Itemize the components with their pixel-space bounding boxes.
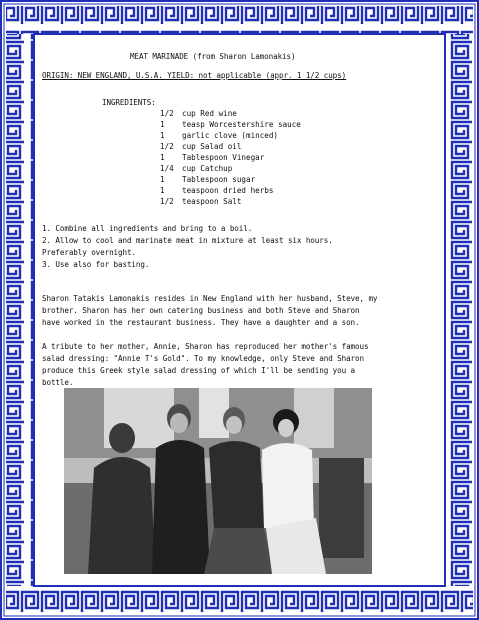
step-line: 3. Use also for basting. [42,260,150,269]
paragraph-line: bottle. [42,378,74,387]
origin-line: ORIGIN: NEW ENGLAND, U.S.A. YIELD: not applicable (appr. 1 1/2 cups) [42,71,347,80]
ingredient-name: cup Catchup [182,164,233,173]
ingredient-item [38,153,441,163]
step-line: Preferably overnight. [42,248,136,257]
paragraph-line: brother. Sharon has her own catering business and both Steve and Sharon [42,306,360,315]
family-photo-image [64,388,372,574]
ingredient-qty: 1/2 [160,142,174,151]
ingredient-item [38,164,441,174]
ingredient-name: teaspoon dried herbs [182,186,274,195]
ingredient-qty: 1 [160,186,165,195]
ingredient-qty: 1 [160,120,165,129]
paragraph-line: A tribute to her mother, Annie, Sharon has reproduced her mother's famous [42,342,369,351]
family-photo [64,388,372,574]
ingredient-item [38,197,441,207]
ingredient-item [38,109,441,119]
recipe-page [38,38,441,582]
ingredient-name: Tablespoon sugar [182,175,256,184]
ingredient-qty: 1 [160,153,165,162]
step-line: 2. Allow to cool and marinate meat in mixture at least six hours. [42,236,333,245]
recipe-title: MEAT MARINADE (from Sharon Lamonakis) [130,52,296,61]
ingredient-qty: 1/2 [160,197,174,206]
ingredient-item [38,131,441,141]
step-line: 1. Combine all ingredients and bring to a boil. [42,224,253,233]
ingredient-qty: 1 [160,175,165,184]
ingredient-name: Tablespoon Vinegar [182,153,265,162]
ingredient-item [38,142,441,152]
ingredient-qty: 1 [160,131,165,140]
ingredient-name: teaspoon Salt [182,197,242,206]
ingredient-name: cup Salad oil [182,142,242,151]
ingredient-qty: 1/2 [160,109,174,118]
paragraph-line: salad dressing: "Annie T's Gold". To my knowledge, only Steve and Sharon [42,354,364,363]
paragraph-line: have worked in the restaurant business. They have a daughter and a son. [42,318,360,327]
ingredient-name: cup Red wine [182,109,237,118]
ingredient-qty: 1/4 [160,164,174,173]
ingredients-heading: INGREDIENTS: [102,98,156,107]
ingredient-item [38,175,441,185]
paragraph-line: Sharon Tatakis Lamonakis resides in New England with her husband, Steve, my [42,294,378,303]
paragraph-line: produce this Greek style salad dressing of which I'll be sending you a [42,366,356,375]
ingredient-item [38,186,441,196]
ingredient-item [38,120,441,130]
ingredient-name: teasp Worcestershire sauce [182,120,301,129]
ingredient-name: garlic clove (minced) [182,131,279,140]
